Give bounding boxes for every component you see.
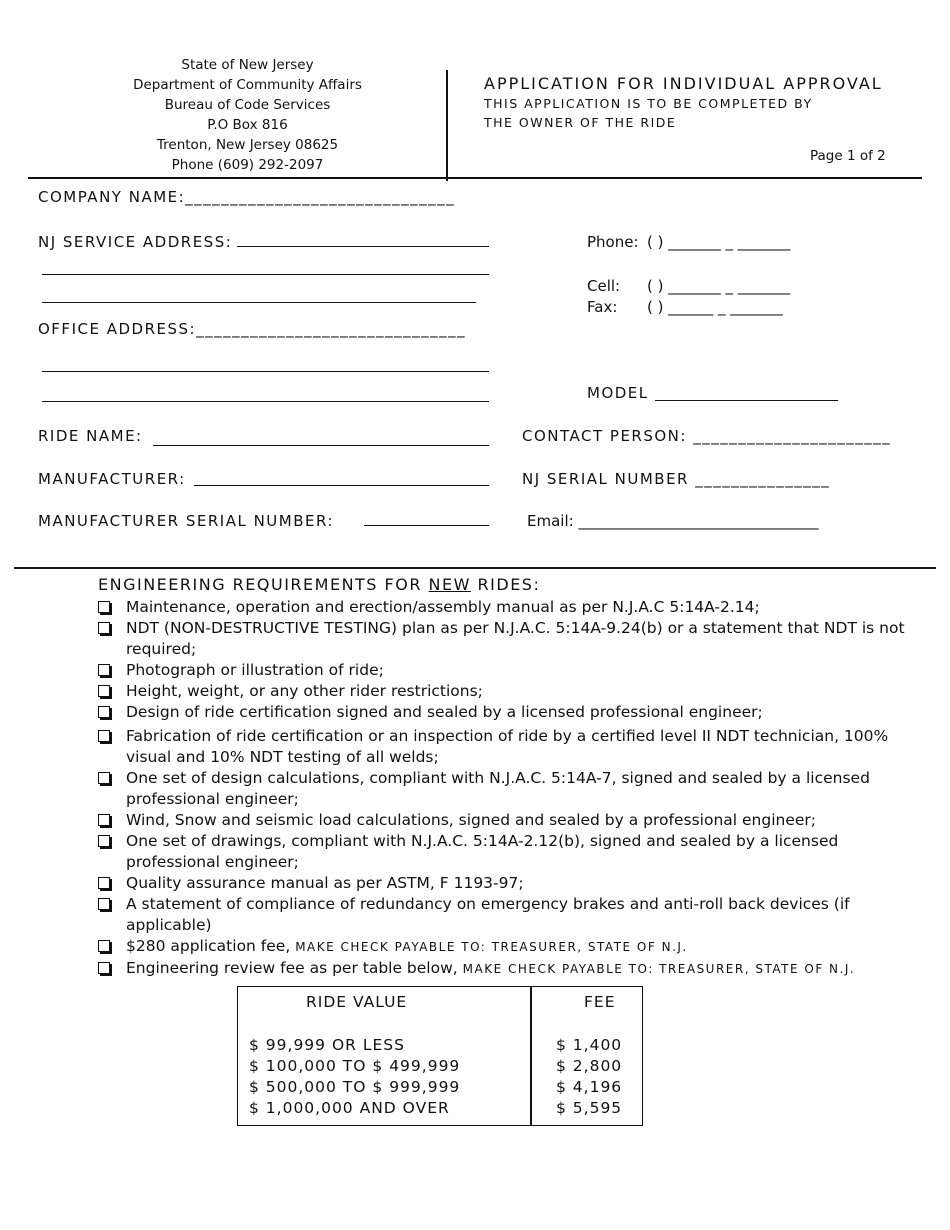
form-title: APPLICATION FOR INDIVIDUAL APPROVAL <box>484 74 883 93</box>
requirements-heading: ENGINEERING REQUIREMENTS FOR NEW RIDES: <box>98 575 541 594</box>
fax-label: Fax: <box>587 298 618 316</box>
phone-label: Phone: <box>587 233 639 251</box>
nj-service-address-label: NJ SERVICE ADDRESS: <box>38 233 233 251</box>
list-item: Maintenance, operation and erection/assembly manual as per N.J.A.C 5:14A-2.14; <box>98 597 928 618</box>
manufacturer-serial-label: MANUFACTURER SERIAL NUMBER: <box>38 512 335 530</box>
form-subtitle: THE OWNER OF THE RIDE <box>484 115 677 130</box>
checkbox[interactable] <box>98 730 110 742</box>
header-divider <box>446 70 448 181</box>
checkbox[interactable] <box>98 772 110 784</box>
column-header-fee: FEE <box>584 993 616 1011</box>
table-cell-value: $ 1,000,000 AND OVER <box>249 1099 450 1117</box>
checkbox[interactable] <box>98 706 110 718</box>
nj-service-address-field[interactable] <box>237 246 489 247</box>
agency-line: P.O Box 816 <box>207 117 288 133</box>
model-label: MODEL <box>587 384 649 402</box>
checkbox[interactable] <box>98 835 110 847</box>
list-item: One set of drawings, compliant with N.J.A.C. 5:14A-2.12(b), signed and sealed by a licensed professional engineer; <box>98 831 928 873</box>
checkbox[interactable] <box>98 601 110 613</box>
model-field[interactable] <box>655 400 838 401</box>
list-item: Design of ride certification signed and sealed by a licensed professional engineer; <box>98 702 928 723</box>
list-item: Wind, Snow and seismic load calculations, signed and sealed by a professional engineer; <box>98 810 928 831</box>
list-item: $280 application fee, MAKE CHECK PAYABLE TO: TREASURER, STATE OF N.J. <box>98 936 928 958</box>
list-item: One set of design calculations, compliant with N.J.A.C. 5:14A-7, signed and sealed by a licensed professional engineer; <box>98 768 928 810</box>
list-item: A statement of compliance of redundancy on emergency brakes and anti-roll back devices (if applicable) <box>98 894 928 936</box>
checkbox[interactable] <box>98 962 110 974</box>
checkbox[interactable] <box>98 814 110 826</box>
table-cell-fee: $ 4,196 <box>556 1078 623 1096</box>
page-number: Page 1 of 2 <box>810 148 886 164</box>
engineering-requirements <box>98 575 928 980</box>
agency-line: Bureau of Code Services <box>164 97 331 113</box>
fax-field[interactable]: ( ) ______ _ _______ <box>647 298 783 316</box>
table-cell-fee: $ 1,400 <box>556 1036 623 1054</box>
checkbox[interactable] <box>98 664 110 676</box>
table-cell-value: $ 100,000 TO $ 499,999 <box>249 1057 461 1075</box>
column-divider <box>530 987 532 1125</box>
company-name-field[interactable]: COMPANY NAME:______________________________ <box>38 188 456 206</box>
office-address-line2[interactable] <box>42 371 489 372</box>
phone-field[interactable]: ( ) _______ _ _______ <box>647 233 791 251</box>
table-cell-fee: $ 5,595 <box>556 1099 623 1117</box>
agency-line: Department of Community Affairs <box>133 77 362 93</box>
checkbox[interactable] <box>98 898 110 910</box>
list-item: Height, weight, or any other rider restrictions; <box>98 681 928 702</box>
list-item: Photograph or illustration of ride; <box>98 660 928 681</box>
fee-table <box>237 986 643 1126</box>
list-item: Quality assurance manual as per ASTM, F 1193-97; <box>98 873 928 894</box>
header-rule <box>28 177 922 179</box>
checkbox[interactable] <box>98 685 110 697</box>
form-subtitle: THIS APPLICATION IS TO BE COMPLETED BY <box>484 96 813 111</box>
cell-field[interactable]: ( ) _______ _ _______ <box>647 277 791 295</box>
ride-name-field[interactable] <box>153 445 489 446</box>
manufacturer-field[interactable] <box>194 485 489 486</box>
nj-service-address-line3[interactable] <box>42 302 476 303</box>
email-field[interactable]: Email: ________________________________ <box>527 512 819 530</box>
agency-line: State of New Jersey <box>181 57 314 73</box>
column-header-ride-value: RIDE VALUE <box>306 993 408 1011</box>
agency-address-block <box>130 55 365 175</box>
table-cell-value: $ 500,000 TO $ 999,999 <box>249 1078 461 1096</box>
nj-service-address-line2[interactable] <box>42 274 489 275</box>
checkbox[interactable] <box>98 622 110 634</box>
checkbox[interactable] <box>98 940 110 952</box>
ride-name-label: RIDE NAME: <box>38 427 143 445</box>
office-address-line3[interactable] <box>42 401 489 402</box>
list-item: NDT (NON-DESTRUCTIVE TESTING) plan as per N.J.A.C. 5:14A-9.24(b) or a statement that NDT is not required; <box>98 618 928 660</box>
table-cell-fee: $ 2,800 <box>556 1057 623 1075</box>
section-rule <box>14 567 936 569</box>
list-item: Fabrication of ride certification or an inspection of ride by a certified level II NDT technician, 100% visual and 10% NDT testing of all welds; <box>98 726 928 768</box>
checkbox[interactable] <box>98 877 110 889</box>
agency-line: Trenton, New Jersey 08625 <box>156 137 339 153</box>
contact-person-field[interactable]: CONTACT PERSON: ______________________ <box>522 427 892 445</box>
office-address-field[interactable]: OFFICE ADDRESS:______________________________ <box>38 320 467 338</box>
list-item: Engineering review fee as per table below, MAKE CHECK PAYABLE TO: TREASURER, STATE OF N.J. <box>98 958 928 980</box>
manufacturer-label: MANUFACTURER: <box>38 470 186 488</box>
nj-serial-number-field[interactable]: NJ SERIAL NUMBER _______________ <box>522 470 831 488</box>
cell-label: Cell: <box>587 277 621 295</box>
table-cell-value: $ 99,999 OR LESS <box>249 1036 405 1054</box>
agency-line: Phone (609) 292-2097 <box>171 157 324 173</box>
manufacturer-serial-field[interactable] <box>364 525 489 526</box>
